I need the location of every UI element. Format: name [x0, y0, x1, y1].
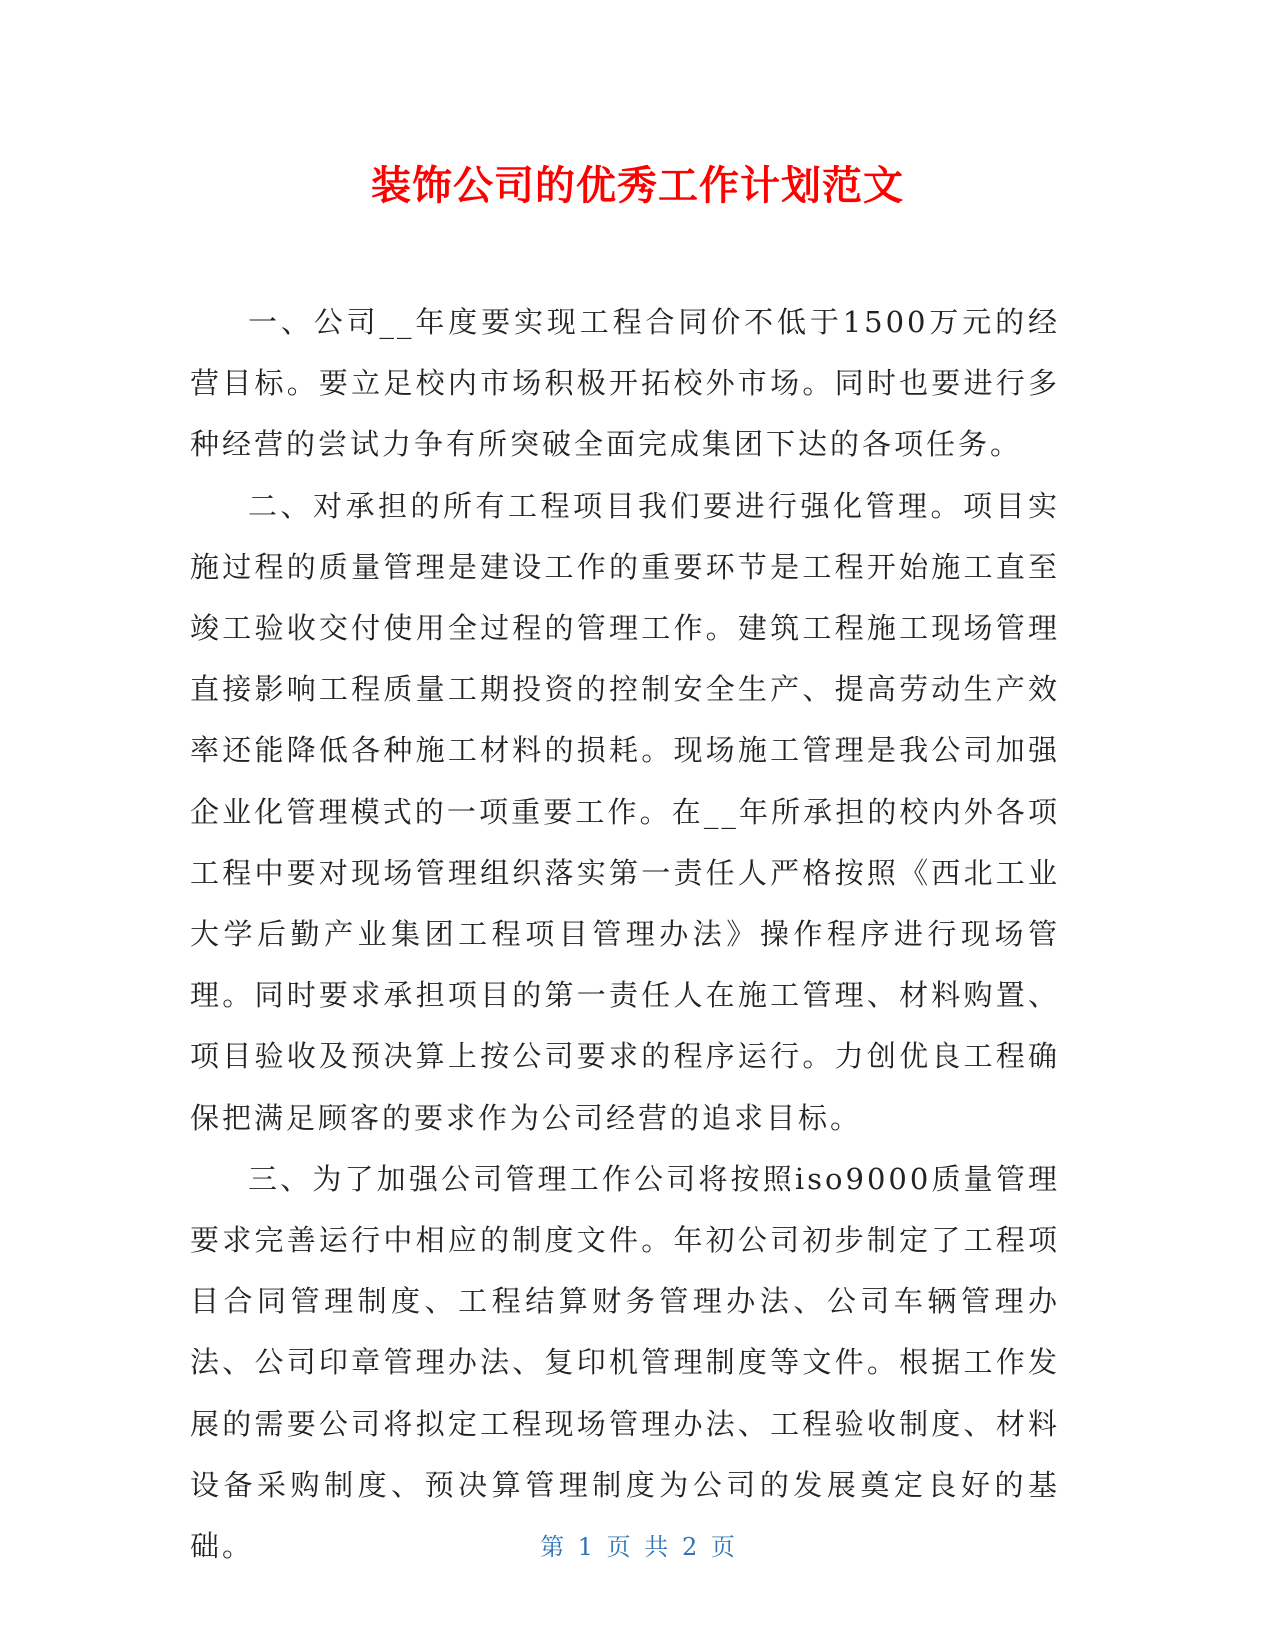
document-title: 装饰公司的优秀工作计划范文 — [371, 163, 904, 209]
paragraph-2: 二、对承担的所有工程项目我们要进行强化管理。项目实施过程的质量管理是建设工作的重要环节是工程开始施工直至竣工验收交付使用全过程的管理工作。建筑工程施工现场管理直接影响工程质量工期投资的控制安全生产、提高劳动生产效率还能降低各种施工材料的损耗。现场施工管理是我公司加强企业化管理模式的一项重要工作。在__年所承担的校内外各项工程中要对现场管理组织落实第一责任人严格按照《西北工业大学后勤产业集团工程项目管理办法》操作程序进行现场管理。同时要求承担项目的第一责任人在施工管理、材料购置、项目验收及预决算上按公司要求的程序运行。力创优良工程确保把满足顾客的要求作为公司经营的追求目标。 — [190, 488, 1060, 1135]
page-number-footer: 第 1 页 共 2 页 — [540, 1533, 735, 1561]
paragraph-3: 三、为了加强公司管理工作公司将按照iso9000质量管理要求完善运行中相应的制度文件。年初公司初步制定了工程项目合同管理制度、工程结算财务管理办法、公司车辆管理办法、公司印章管理办法、复印机管理制度等文件。根据工作发展的需要公司将拟定工程现场管理办法、工程验收制度、材料设备采购制度、预决算管理制度为公司的发展奠定良好的基础。 — [190, 1161, 1060, 1564]
document-body — [190, 292, 1060, 1577]
paragraph-1: 一、公司__年度要实现工程合同价不低于1500万元的经营目标。要立足校内市场积极开拓校外市场。同时也要进行多种经营的尝试力争有所突破全面完成集团下达的各项任务。 — [190, 305, 1060, 462]
